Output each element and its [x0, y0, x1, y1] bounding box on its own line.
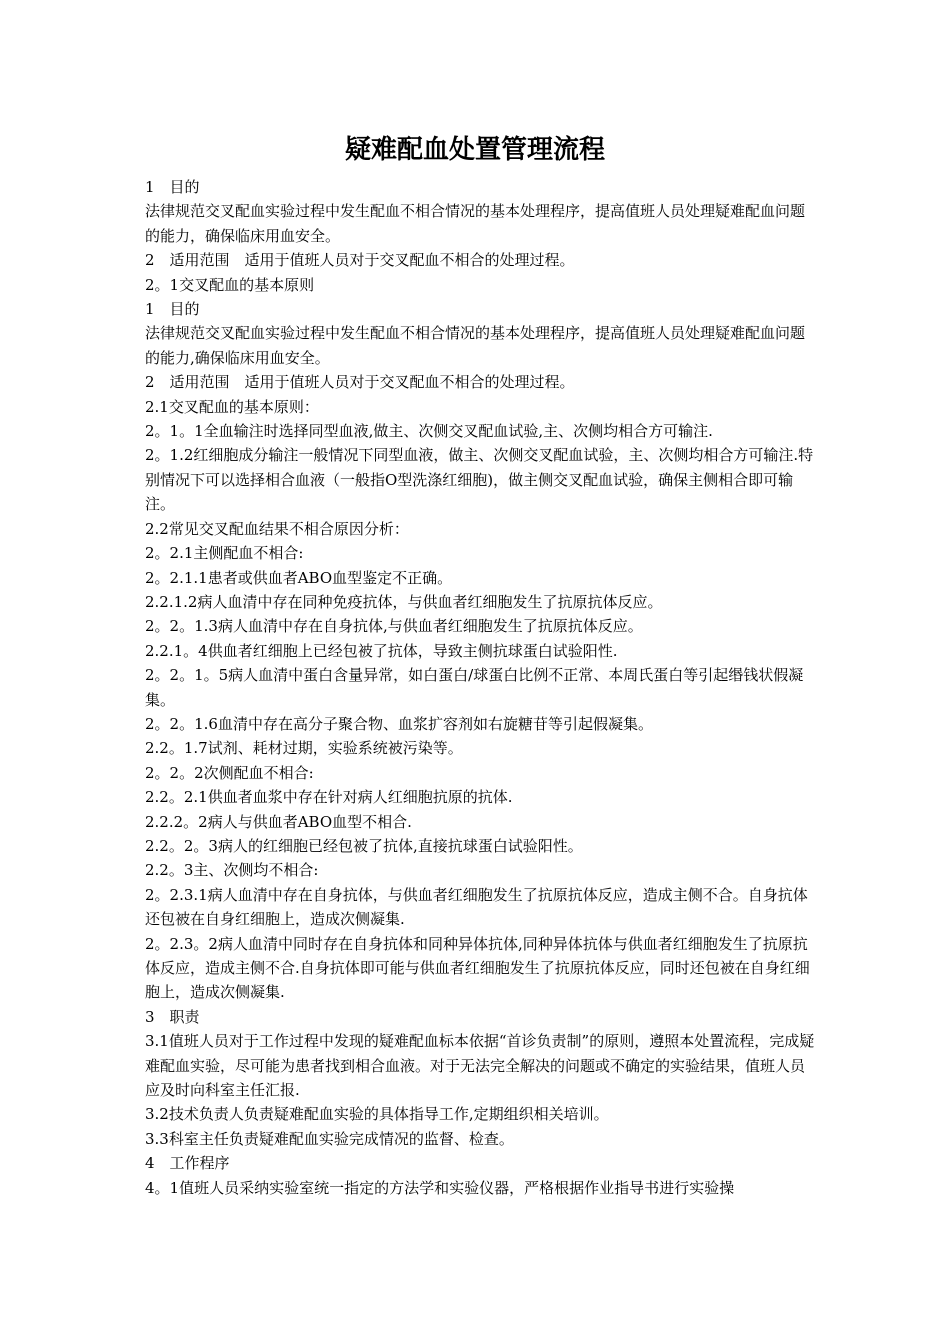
- paragraph: 2.2.1。4供血者红细胞上已经包被了抗体，导致主侧抗球蛋白试验阳性.: [145, 641, 618, 660]
- paragraph: 2.1交叉配血的基本原则：: [145, 397, 319, 416]
- paragraph: 1 目的: [145, 300, 200, 319]
- paragraph: 法律规范交叉配血实验过程中发生配血不相合情况的基本处理程序，提高值班人员处理疑难配血问题的能力,确保临床用血安全。: [145, 324, 806, 367]
- paragraph: 2。2.1主侧配血不相合:: [145, 544, 304, 563]
- paragraph: 2。2。1.6血清中存在高分子聚合物、血浆扩容剂如右旋糖苷等引起假凝集。: [145, 714, 653, 733]
- paragraph: 3.3科室主任负责疑难配血实验完成情况的监督、检查。: [145, 1129, 514, 1148]
- paragraph: 2。2.3。2病人血清中同时存在自身抗体和同种异体抗体,同种异体抗体与供血者红细胞发生了抗原抗体反应，造成主侧不合.自身抗体即可能与供血者红细胞发生了抗原抗体反应，同时还包被在自身红细胞上，造成次侧凝集.: [145, 934, 810, 1002]
- paragraph: 2。2.3.1病人血清中存在自身抗体，与供血者红细胞发生了抗原抗体反应，造成主侧不合。自身抗体还包被在自身红细胞上，造成次侧凝集.: [145, 885, 808, 929]
- paragraph: 2。2。1。5病人血清中蛋白含量异常，如白蛋白/球蛋白比例不正常、本周氏蛋白等引起缗钱状假凝集。: [145, 666, 804, 709]
- paragraph: 4。1值班人员采纳实验室统一指定的方法学和实验仪器，严格根据作业指导书进行实验操: [145, 1178, 735, 1197]
- paragraph: 2.2。2。3病人的红细胞已经包被了抗体,直接抗球蛋白试验阳性。: [145, 836, 583, 855]
- document-body: [145, 175, 817, 1200]
- paragraph: 2 适用范围 适用于值班人员对于交叉配血不相合的处理过程。: [145, 373, 575, 392]
- paragraph: 2.2常见交叉配血结果不相合原因分析：: [145, 519, 409, 538]
- paragraph: 2。1交叉配血的基本原则: [145, 275, 315, 294]
- document-title: 疑难配血处置管理流程: [344, 135, 605, 165]
- paragraph: 1 目的: [145, 178, 200, 196]
- paragraph: 3 职责: [145, 1007, 200, 1026]
- paragraph: 2.2。2.1供血者血浆中存在针对病人红细胞抗原的抗体.: [145, 788, 513, 807]
- paragraph: 3.2技术负责人负责疑难配血实验的具体指导工作,定期组织相关培训。: [145, 1105, 609, 1124]
- paragraph: 2 适用范围 适用于值班人员对于交叉配血不相合的处理过程。: [145, 251, 575, 270]
- paragraph: 2。1.2红细胞成分输注一般情况下同型血液，做主、次侧交叉配血试验，主、次侧均相合方可输注.特别情况下可以选择相合血液（一般指O型洗涤红细胞)，做主侧交叉配血试验，确保主侧相合即可输注。: [145, 446, 814, 514]
- paragraph: 2。1。1全血输注时选择同型血液,做主、次侧交叉配血试验,主、次侧均相合方可输注.: [145, 422, 713, 441]
- paragraph: 4 工作程序: [145, 1154, 230, 1173]
- paragraph: 2.2.1.2病人血清中存在同种免疫抗体，与供血者红细胞发生了抗原抗体反应。: [145, 592, 663, 611]
- paragraph: 3.1值班人员对于工作过程中发现的疑难配血标本依据“首诊负责制”的原则，遵照本处置流程，完成疑难配血实验，尽可能为患者找到相合血液。对于无法完全解决的问题或不确定的实验结果，值班人员应及时向科室主任汇报.: [145, 1032, 815, 1100]
- paragraph: 2。2。2次侧配血不相合:: [145, 763, 314, 782]
- paragraph: 2.2。3主、次侧均不相合:: [145, 861, 319, 880]
- paragraph: 2。2。1.3病人血清中存在自身抗体,与供血者红细胞发生了抗原抗体反应。: [145, 617, 643, 636]
- paragraph: 法律规范交叉配血实验过程中发生配血不相合情况的基本处理程序，提高值班人员处理疑难配血问题的能力，确保临床用血安全。: [145, 202, 806, 245]
- paragraph: 2.2.2。2病人与供血者ABO血型不相合.: [145, 812, 412, 831]
- paragraph: 2。2.1.1患者或供血者ABO血型鉴定不正确。: [145, 568, 453, 587]
- paragraph: 2.2。1.7试剂、耗材过期，实验系统被污染等。: [145, 739, 463, 758]
